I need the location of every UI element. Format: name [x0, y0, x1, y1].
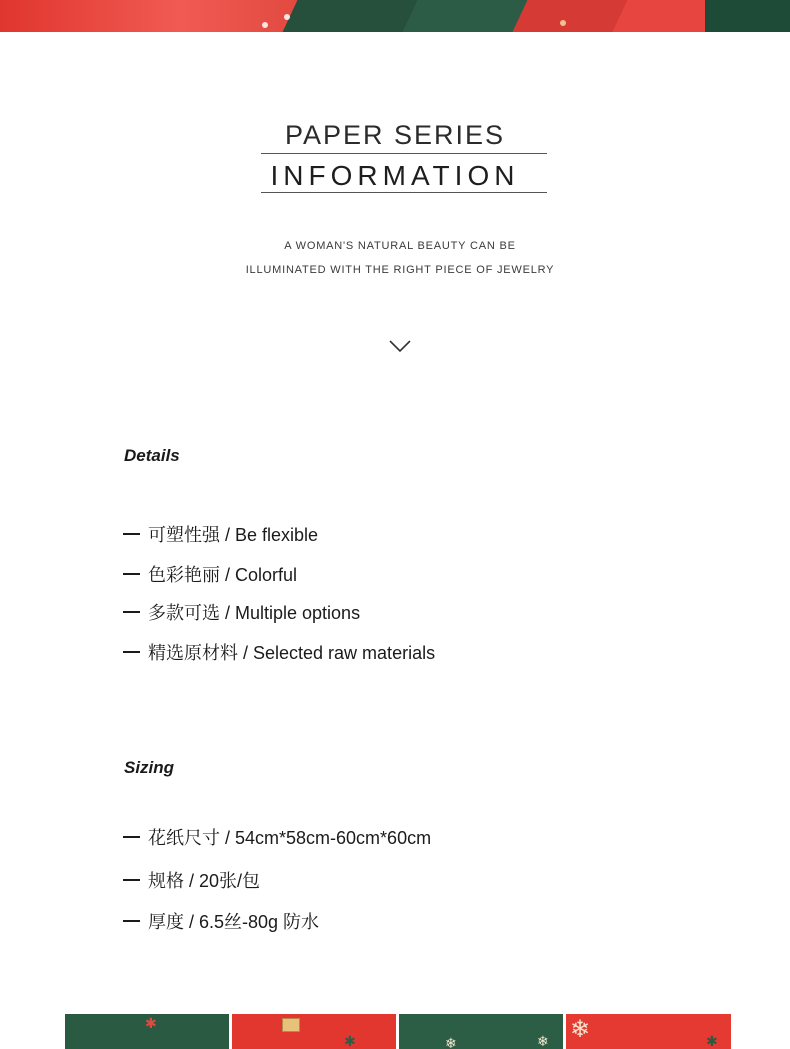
dash-icon	[123, 651, 140, 653]
list-item-text: 规格 / 20张/包	[148, 871, 261, 891]
red-paper-segment	[0, 0, 300, 32]
product-image[interactable]	[399, 1014, 563, 1049]
tagline-line-2: ILLUMINATED WITH THE RIGHT PIECE OF JEWELRY	[245, 264, 555, 276]
list-item	[123, 599, 360, 625]
list-item	[123, 639, 435, 665]
divider	[261, 153, 547, 154]
top-banner-image	[0, 0, 790, 32]
list-item	[123, 867, 260, 893]
list-item	[123, 521, 318, 547]
list-item-text: 厚度 / 6.5丝-80g 防水	[148, 912, 320, 932]
list-item	[123, 561, 297, 587]
snowflake-icon: ✱	[145, 1015, 157, 1031]
snowflake-icon: ✱	[344, 1033, 356, 1049]
snowflake-icon: ❄	[570, 1016, 591, 1043]
list-item-text: 多款可选 / Multiple options	[148, 603, 361, 623]
list-item	[123, 824, 431, 850]
dash-icon	[123, 611, 140, 613]
chevron-down-icon	[389, 339, 411, 353]
dash-icon	[123, 573, 140, 575]
dash-icon	[123, 533, 140, 535]
snowflake-icon: ❄	[445, 1035, 457, 1049]
list-item-text: 色彩艳丽 / Colorful	[148, 565, 298, 585]
divider	[261, 192, 547, 193]
snowflake-icon	[560, 20, 566, 26]
gift-icon	[282, 1018, 300, 1032]
green-paper-segment	[705, 0, 790, 32]
product-image[interactable]	[232, 1014, 396, 1049]
product-image[interactable]	[65, 1014, 229, 1049]
section-title-sizing: Sizing	[124, 758, 175, 777]
snowflake-icon: ❄	[537, 1033, 549, 1049]
page-subtitle: INFORMATION	[270, 160, 520, 191]
section-title-details: Details	[124, 446, 180, 465]
dash-icon	[123, 920, 140, 922]
tagline-line-1: A WOMAN'S NATURAL BEAUTY CAN BE	[284, 240, 516, 252]
list-item-text: 可塑性强 / Be flexible	[148, 525, 319, 545]
snowflake-icon: ✱	[706, 1033, 718, 1049]
page-title: PAPER SERIES	[284, 120, 506, 150]
list-item-text: 精选原材料 / Selected raw materials	[148, 643, 436, 663]
list-item-text: 花纸尺寸 / 54cm*58cm-60cm*60cm	[148, 828, 432, 848]
product-gallery	[65, 1014, 731, 1049]
snowflake-icon	[284, 14, 290, 20]
snowflake-icon	[262, 22, 268, 28]
dash-icon	[123, 836, 140, 838]
dash-icon	[123, 879, 140, 881]
list-item	[123, 908, 319, 934]
product-image[interactable]	[566, 1014, 731, 1049]
